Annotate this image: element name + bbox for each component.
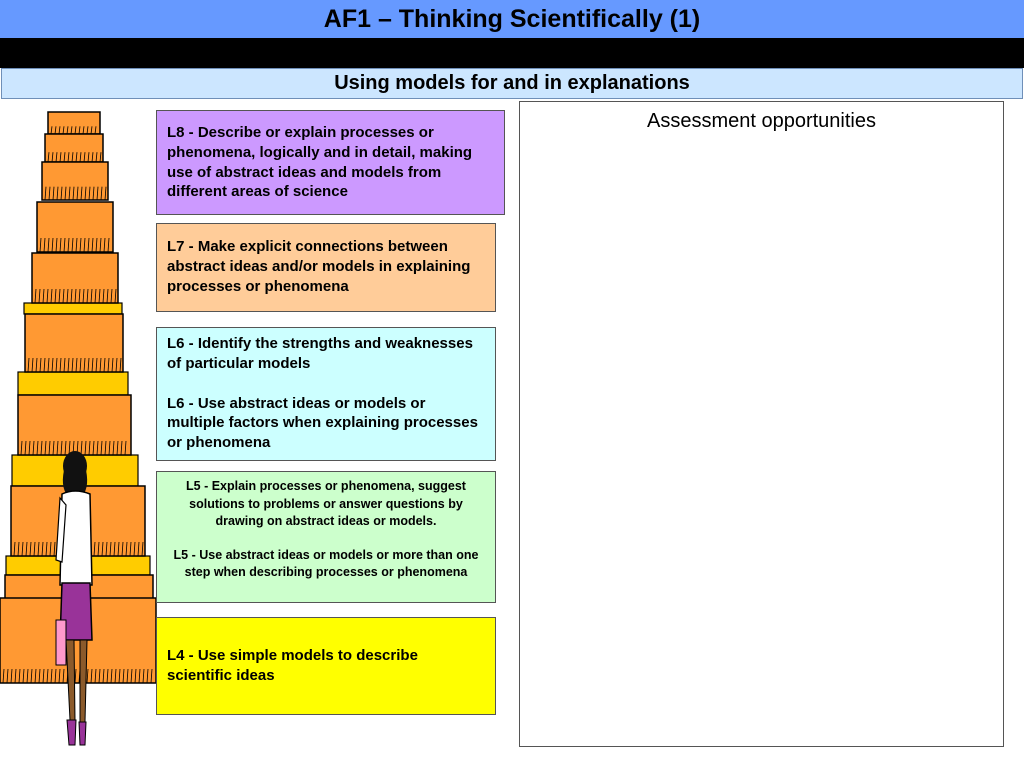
level-4-text: L4 - Use simple models to describe scientific ideas	[167, 647, 418, 684]
staircase-with-person-icon	[0, 100, 158, 750]
level-5-text-1: L5 - Explain processes or phenomena, suggest solutions to problems or answer questions by drawing on abstract ideas or models.	[186, 479, 466, 528]
level-6-descriptor	[156, 327, 496, 461]
level-6-text-1: L6 - Identify the strengths and weaknesses of particular models	[167, 335, 473, 372]
page-subtitle-text: Using models for and in explanations	[334, 72, 690, 94]
level-4-descriptor	[156, 617, 496, 715]
person-figure-icon	[56, 451, 92, 745]
title-divider-band	[0, 38, 1024, 68]
level-7-descriptor	[156, 223, 496, 312]
level-7-text: L7 - Make explicit connections between abstract ideas and/or models in explaining processes or phenomena	[167, 238, 471, 295]
level-5-descriptor	[156, 471, 496, 603]
level-8-descriptor	[156, 110, 505, 215]
level-8-text: L8 - Describe or explain processes or phenomena, logically and in detail, making use of abstract ideas and models from different areas of science	[167, 124, 473, 201]
page-title-text: AF1 – Thinking Scientifically (1)	[323, 4, 701, 33]
level-5-text-2: L5 - Use abstract ideas or models or more than one step when describing processes or phenomena	[173, 547, 479, 579]
level-6-text-2: L6 - Use abstract ideas or models or multiple factors when explaining processes or phenomena	[167, 394, 478, 452]
assessment-opportunities-title: Assessment opportunities	[646, 110, 876, 132]
assessment-opportunities-panel	[519, 101, 1004, 747]
page-subtitle	[1, 68, 1023, 99]
page-title	[0, 0, 1024, 38]
